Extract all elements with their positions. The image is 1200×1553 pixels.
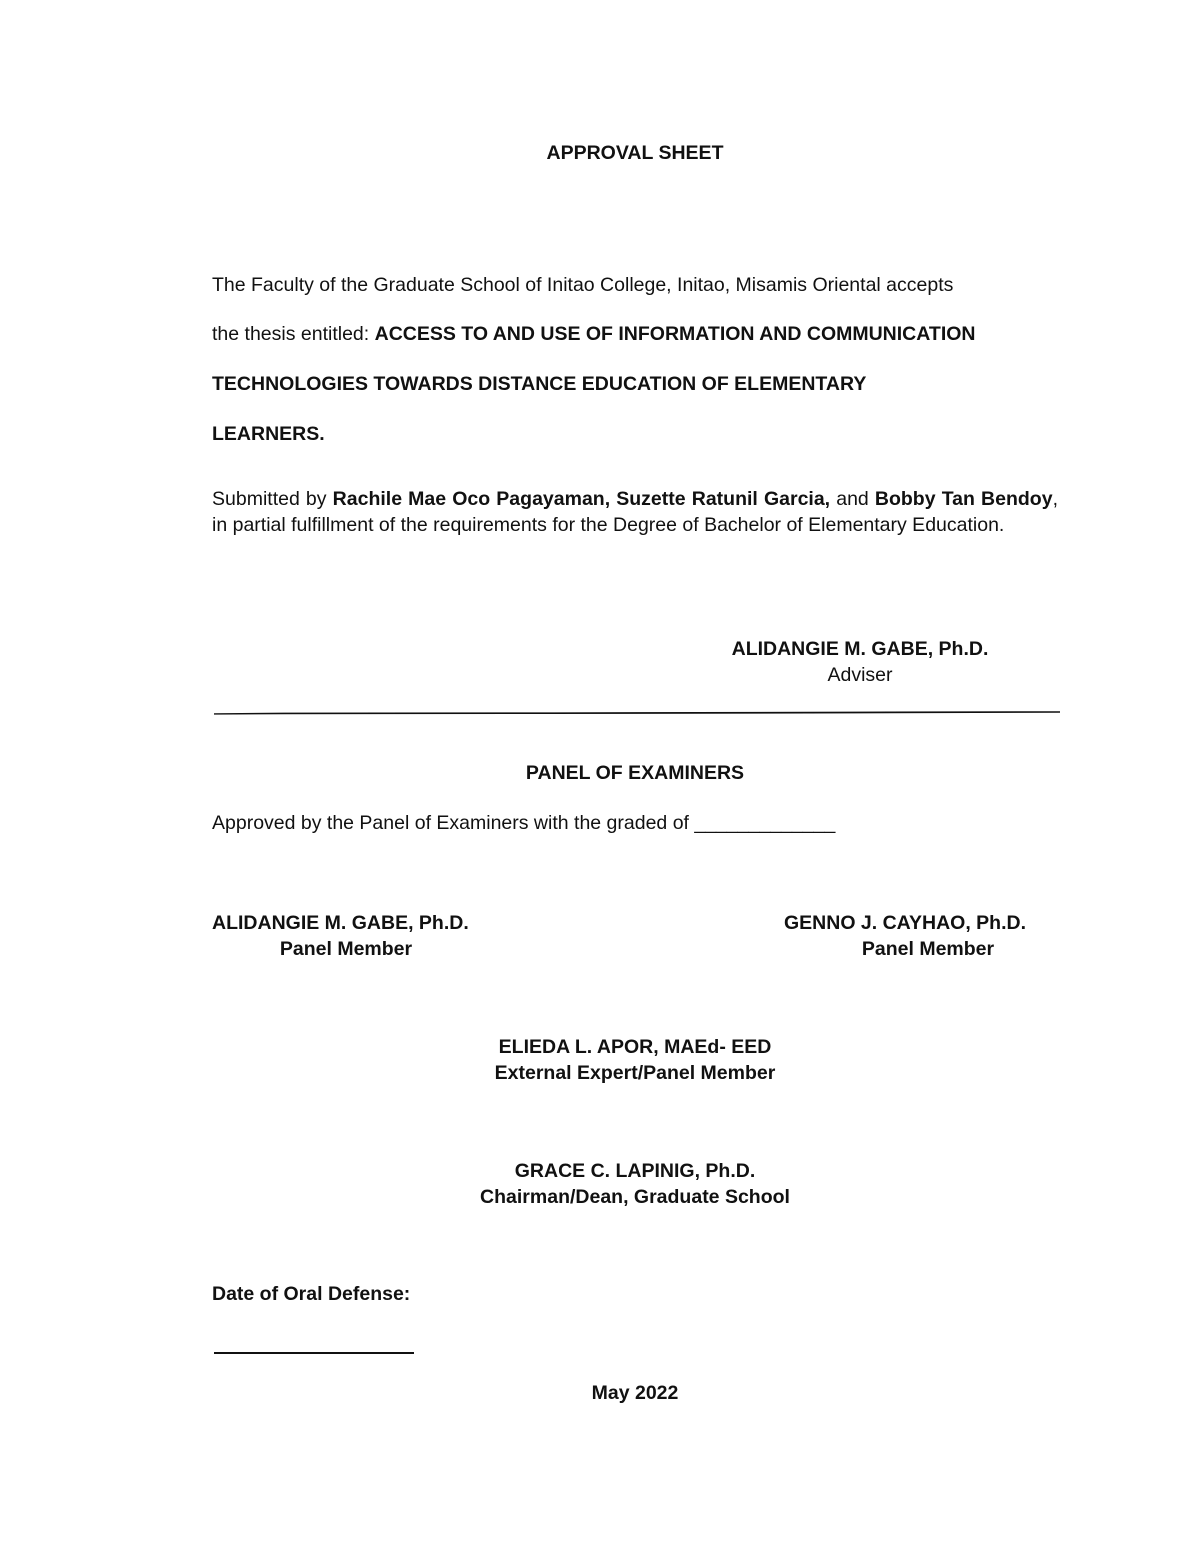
panel-member-2-role: Panel Member (861, 938, 995, 960)
thesis-title-line-2: TECHNOLOGIES TOWARDS DISTANCE EDUCATION OF ELEMENTARY (212, 373, 867, 395)
adviser-role: Adviser (827, 664, 893, 686)
dean-name: GRACE C. LAPINIG, Ph.D. (514, 1160, 756, 1182)
page-title: APPROVAL SHEET (546, 142, 724, 164)
submission-paragraph (212, 486, 1058, 538)
submitted-suffix: , in partial fulfillment of the requirements for the Degree of Bachelor of Elementary Education. (212, 488, 1058, 536)
external-expert-name: ELIEDA L. APOR, MAEd- EED (498, 1036, 772, 1058)
defense-date-blank-line (214, 1352, 414, 1354)
author-3: Bobby Tan Bendoy (874, 488, 1053, 510)
adviser-name: ALIDANGIE M. GABE, Ph.D. (731, 638, 989, 660)
panel-member-1-role: Panel Member (279, 938, 413, 960)
thesis-title-line-1: ACCESS TO AND USE OF INFORMATION AND COMMUNICATION (374, 323, 976, 345)
divider-rule (214, 709, 1060, 715)
submitted-prefix: Submitted by (212, 488, 333, 510)
external-expert-role: External Expert/Panel Member (494, 1062, 776, 1084)
panel-member-2 (770, 910, 1086, 962)
intro-line-2 (212, 323, 975, 346)
thesis-intro-prefix: the thesis entitled: (212, 323, 375, 345)
panel-heading: PANEL OF EXAMINERS (525, 762, 745, 784)
panel-member-1 (198, 910, 494, 962)
external-expert (435, 1034, 835, 1086)
dean-role: Chairman/Dean, Graduate School (480, 1186, 790, 1208)
author-2: Suzette Ratunil Garcia, (616, 488, 831, 510)
and-word: and (830, 488, 875, 510)
thesis-title-line-3: LEARNERS. (212, 423, 325, 445)
date-text: May 2022 (591, 1382, 679, 1404)
intro-line-1: The Faculty of the Graduate School of Initao College, Initao, Misamis Oriental accepts (212, 274, 954, 296)
adviser-block (660, 636, 1060, 688)
approved-line: Approved by the Panel of Examiners with the graded of _____________ (212, 812, 836, 834)
defense-date-label: Date of Oral Defense: (212, 1283, 411, 1305)
panel-member-1-name: ALIDANGIE M. GABE, Ph.D. (212, 912, 469, 934)
panel-member-2-name: GENNO J. CAYHAO, Ph.D. (784, 912, 1026, 934)
dean-block (435, 1158, 835, 1210)
author-1: Rachile Mae Oco Pagayaman, (332, 488, 611, 510)
